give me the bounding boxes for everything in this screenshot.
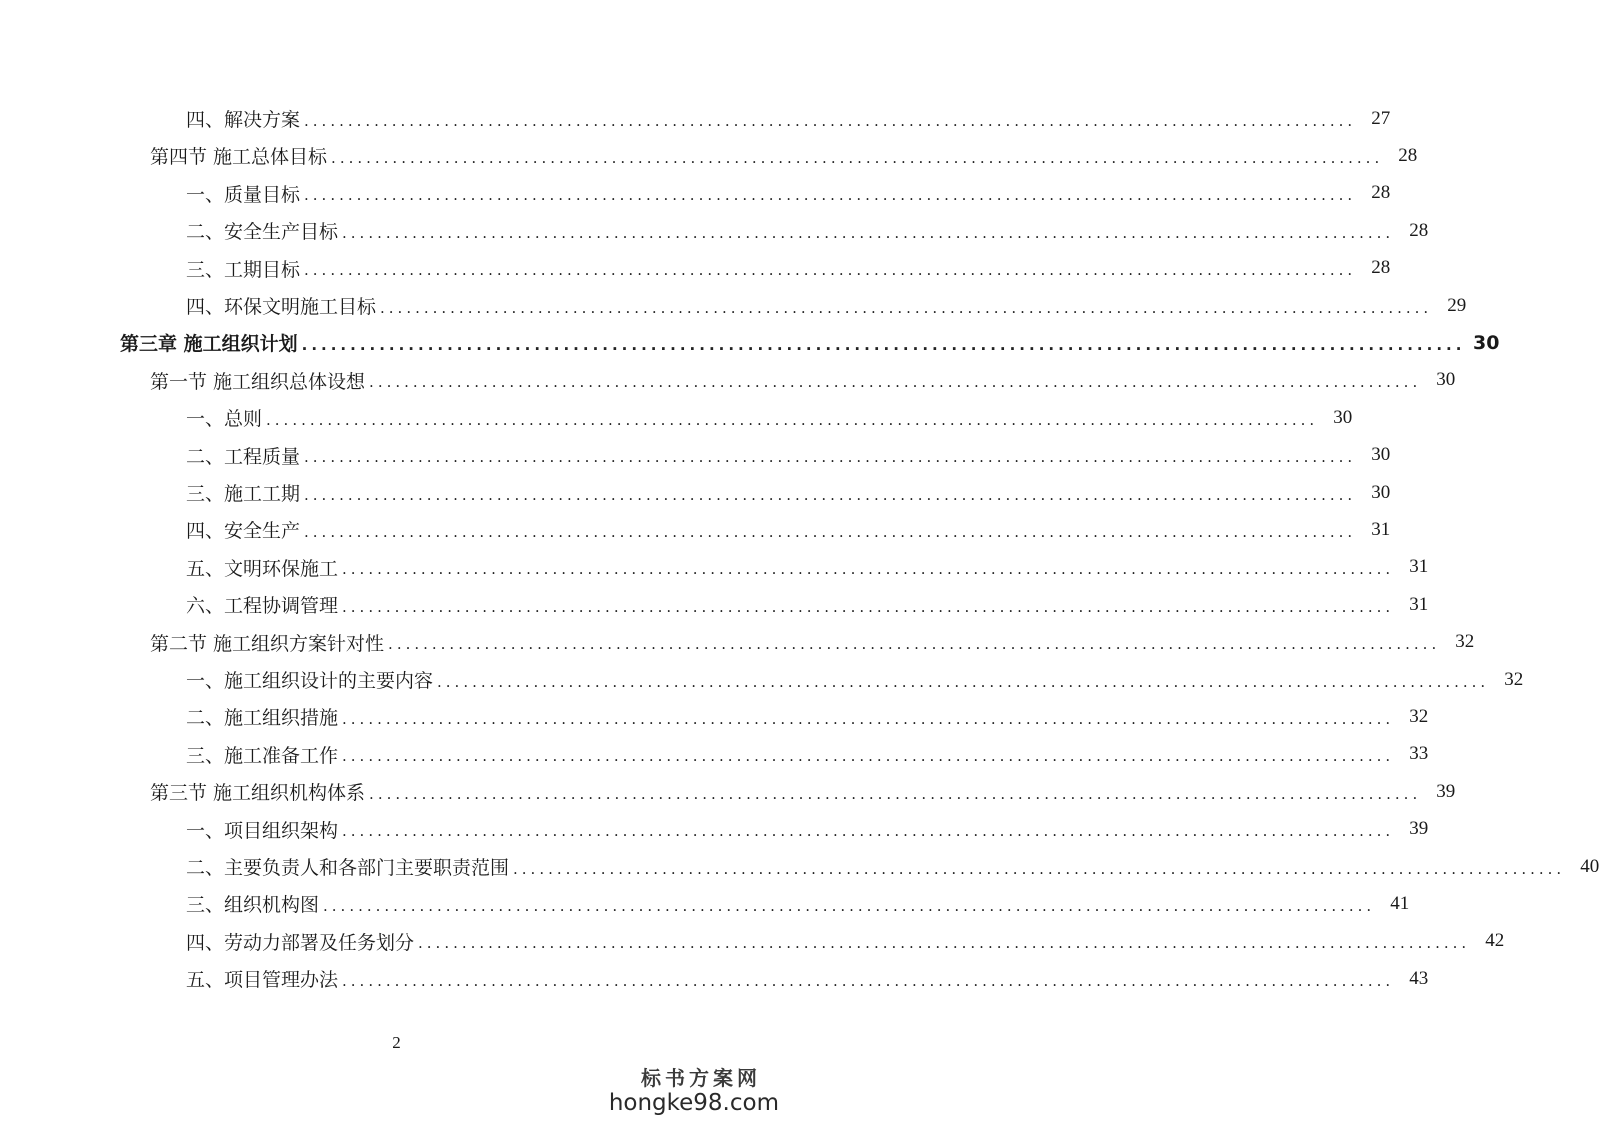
toc-entry-page: 30: [1436, 369, 1456, 391]
toc-dot-leader: ........................................................................................................................: [388, 635, 1441, 654]
toc-entry-section: [150, 362, 1456, 399]
toc-entry-item: [186, 885, 1410, 922]
toc-entry-item: [186, 586, 1429, 623]
toc-dot-leader: ........................................................................................................................: [304, 186, 1357, 205]
toc-entry-label: 四、安全生产: [186, 520, 301, 543]
toc-entry-item: [186, 474, 1391, 511]
toc-entry-label: 二、主要负责人和各部门主要职责范围: [186, 857, 510, 879]
toc-entry-label: 四、解决方案: [186, 109, 301, 131]
toc-entry-page: 33: [1409, 743, 1429, 765]
toc-dot-leader: ........................................................................................................................: [331, 148, 1384, 167]
toc-entry-page: 39: [1409, 818, 1429, 840]
toc-entry-item: [186, 212, 1429, 249]
toc-entry-page: 31: [1409, 593, 1429, 615]
toc-entry-label: 三、施工工期: [186, 483, 301, 505]
toc-dot-leader: ........................................................................................................................: [342, 560, 1395, 579]
toc-entry-label: 四、环保文明施工目标: [186, 296, 377, 318]
toc-entry-page: 28: [1398, 144, 1418, 166]
watermark-url: hongke98.com: [608, 1090, 779, 1116]
toc-entry-page: 29: [1447, 294, 1467, 316]
toc-entry-page: 42: [1485, 930, 1505, 952]
toc-dot-leader: ........................................................................................................................: [513, 859, 1566, 878]
toc-entry-page: 43: [1409, 967, 1429, 989]
toc-entry-item: [186, 848, 1599, 885]
toc-dot-leader: ........................................................................................................................: [437, 672, 1490, 691]
toc-entry-label: 二、工程质量: [186, 445, 301, 468]
toc-entry-item: [186, 100, 1391, 137]
toc-entry-page: 28: [1409, 219, 1429, 241]
toc-entry-label: 一、施工组织设计的主要内容: [186, 670, 434, 692]
toc-dot-leader: ........................................................................................................................: [304, 522, 1357, 541]
watermark-title: 标书方案网: [641, 1066, 761, 1090]
toc-entry-item: [186, 287, 1467, 324]
toc-entry-item: [186, 549, 1429, 586]
toc-dot-leader: ........................................................................................................................: [342, 971, 1395, 990]
toc-dot-leader: ........................................................................................................................: [369, 784, 1422, 803]
toc-entry-page: 28: [1371, 182, 1391, 204]
toc-entry-page: 31: [1371, 518, 1391, 540]
toc-entry-label: 六、工程协调管理: [186, 595, 339, 618]
toc-entry-page: 32: [1455, 631, 1475, 653]
toc-dot-leader: ........................................................................................................................: [418, 934, 1471, 953]
toc-entry-item: [186, 250, 1391, 287]
toc-dot-leader: ........................................................................................................................: [304, 111, 1357, 130]
toc-entry-label: 一、质量目标: [186, 183, 301, 206]
toc-entry-label: 三、工期目标: [186, 258, 301, 281]
toc-entry-page: 30: [1371, 481, 1391, 503]
toc-entry-item: [186, 661, 1524, 698]
toc-dot-leader: ........................................................................................................................: [304, 261, 1357, 280]
page-number: 2: [392, 1033, 401, 1052]
toc-entry-page: 30: [1333, 406, 1353, 428]
toc-entry-label: 第二节 施工组织方案针对性: [150, 632, 385, 655]
toc-entry-chapter: [120, 324, 1500, 361]
toc-dot-leader: ........................................................................................................................: [323, 896, 1376, 915]
toc-entry-item: [186, 175, 1391, 212]
toc-entry-item: [186, 811, 1429, 848]
toc-dot-leader: ........................................................................................................................: [301, 335, 1466, 354]
toc-entry-label: 二、安全生产目标: [186, 221, 339, 244]
toc-entry-item: [186, 399, 1353, 436]
toc-entry-label: 第三节 施工组织机构体系: [150, 782, 366, 805]
toc-entry-section: [150, 624, 1475, 661]
toc-entry-label: 第一节 施工组织总体设想: [150, 370, 366, 393]
toc-entry-label: 五、项目管理办法: [186, 969, 339, 992]
toc-dot-leader: ........................................................................................................................: [304, 485, 1357, 504]
toc-dot-leader: ........................................................................................................................: [342, 747, 1395, 766]
toc-dot-leader: ........................................................................................................................: [369, 373, 1422, 392]
toc-entry-label: 一、总则: [186, 408, 263, 431]
site-watermark-logo: [609, 1068, 779, 1115]
toc-entry-page: 30: [1472, 331, 1500, 354]
toc-entry-page: 39: [1436, 780, 1456, 802]
toc-entry-label: 第三章 施工组织计划: [120, 333, 298, 356]
toc-entry-page: 32: [1409, 705, 1429, 727]
toc-entry-item: [186, 511, 1391, 548]
toc-dot-leader: ........................................................................................................................: [266, 410, 1319, 429]
toc-entry-page: 32: [1504, 668, 1524, 690]
toc-entry-page: 28: [1371, 257, 1391, 279]
toc-entry-page: 40: [1580, 855, 1599, 877]
toc-dot-leader: ........................................................................................................................: [380, 298, 1433, 317]
toc-entry-item: [186, 960, 1429, 997]
toc-entry-label: 三、组织机构图: [186, 894, 320, 917]
toc-entry-item: [186, 698, 1429, 735]
toc-entry-section: [150, 137, 1418, 174]
toc-entry-item: [186, 923, 1505, 960]
toc-dot-leader: ........................................................................................................................: [342, 709, 1395, 728]
toc-entry-label: 五、文明环保施工: [186, 557, 339, 580]
toc-entry-label: 第四节 施工总体目标: [150, 146, 328, 169]
toc-entry-page: 30: [1371, 444, 1391, 466]
toc-entry-item: [186, 437, 1391, 474]
toc-dot-leader: ........................................................................................................................: [304, 448, 1357, 467]
toc-entry-item: [186, 736, 1429, 773]
toc-entry-label: 二、施工组织措施: [186, 707, 339, 730]
toc-entry-label: 四、劳动力部署及任务划分: [186, 931, 415, 954]
toc-dot-leader: ........................................................................................................................: [342, 822, 1395, 841]
toc-dot-leader: ........................................................................................................................: [342, 223, 1395, 242]
toc-entry-page: 31: [1409, 556, 1429, 578]
toc-entry-page: 27: [1371, 107, 1391, 129]
toc-dot-leader: ........................................................................................................................: [342, 597, 1395, 616]
toc-entry-label: 一、项目组织架构: [186, 819, 339, 842]
toc-entry-section: [150, 773, 1456, 810]
toc-entry-page: 41: [1390, 892, 1410, 914]
toc-entry-label: 三、施工准备工作: [186, 744, 339, 767]
